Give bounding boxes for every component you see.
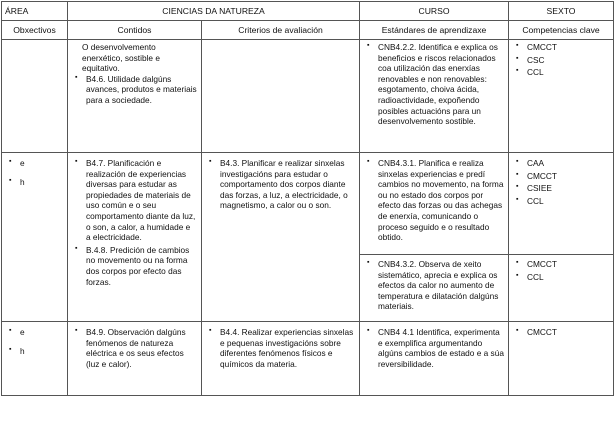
standard-item: ▪ CNB4.3.2. Observa de xeito sistemático, aprecia e explica os efectos da calor no aumento de temperatura e dilatación dalgúns materiais.: [378, 259, 504, 312]
objective-item: ▪ h: [20, 177, 63, 188]
criteria-item: ▪ B4.3. Planificar e realizar sinxelas investigacións para estudar o comportamento dos corpos diante das forzas, a luz, a electricidade, o magnetismo, a calor ou o son.: [220, 158, 355, 211]
competency-item: ▪ CMCCT: [527, 42, 609, 53]
criteria-cell: [202, 322, 360, 396]
competency-item: ▪ CMCCT: [527, 327, 609, 338]
criteria-item: ▪ B4.4. Realizar experiencias sinxelas e pequenas investigacións sobre diferentes fenómenos físicos e químicos da materia.: [220, 327, 355, 369]
objective-item: ▪ h: [20, 346, 63, 357]
competency-item: ▪ CMCCT: [527, 259, 609, 270]
standards-cell: [360, 40, 509, 153]
content-item: ▪ B4.7. Planificación e realización de experiencias diversas para estudar as propiedades de materiais de uso común e o seu comportamento diante da luz, o son, a calor, a humidade e a electricidade.: [86, 158, 197, 243]
competency-item: ▪ CCL: [527, 67, 609, 78]
competencies-cell: [509, 255, 614, 322]
column-header-contents: Contidos: [68, 21, 202, 40]
objective-item: ▪ e: [20, 158, 63, 169]
competency-item: ▪ CAA: [527, 158, 609, 169]
competency-item: ▪ CSC: [527, 55, 609, 66]
competencies-cell: [509, 153, 614, 255]
content-item: ▪ B4.6. Utilidade dalgúns avances, produtos e materiais para a sociedade.: [86, 74, 197, 106]
objectives-cell: [2, 322, 68, 396]
column-header-row: [2, 21, 614, 40]
column-header-competencies: Competencias clave: [509, 21, 614, 40]
column-header-objectives: Obxectivos: [2, 21, 68, 40]
competencies-cell: [509, 40, 614, 153]
column-header-standards: Estándares de aprendizaxe: [360, 21, 509, 40]
contents-cell: [68, 322, 202, 396]
course-label: CURSO: [360, 2, 509, 21]
course-value: SEXTO: [509, 2, 614, 21]
content-item: ▪ B4.9. Observación dalgúns fenómenos de natureza eléctrica e os seus efectos (luz e calor).: [86, 327, 197, 369]
criteria-cell: [202, 153, 360, 322]
content-item: ▪ B.4.8. Predición de cambios no movemento ou na forma dos corpos por efecto das forzas.: [86, 245, 197, 287]
standard-item: ▪ CNB4.3.1. Planifica e realiza sinxelas experiencias e predí cambios no movemento, na forma ou no estado dos corpos por efecto das forzas ou das achegas de enerxía, comunicando o proceso seguido e o resultado obtido.: [378, 158, 504, 243]
standards-cell: [360, 153, 509, 255]
standards-cell: [360, 255, 509, 322]
table-row: [2, 322, 614, 396]
objective-item: ▪ e: [20, 327, 63, 338]
header-row: [2, 2, 614, 21]
area-value: CIENCIAS DA NATUREZA: [68, 2, 360, 21]
objectives-cell: [2, 153, 68, 322]
criteria-cell: [202, 40, 360, 153]
contents-cell: [68, 40, 202, 153]
competency-item: ▪ CCL: [527, 196, 609, 207]
table-row: [2, 153, 614, 255]
column-header-criteria: Criterios de avaliación: [202, 21, 360, 40]
curriculum-table: [1, 1, 614, 396]
contents-cell: [68, 153, 202, 322]
competency-item: ▪ CCL: [527, 272, 609, 283]
standard-item: ▪ CNB4.2.2. Identifica e explica os beneficios e riscos relacionados coa utilización das enerxías renovables e non renovables: esgotamento, choiva ácida, radioactividade, expoñendo posibles actuacións para un desenvolvemento sostible.: [378, 42, 504, 127]
area-label: ÁREA: [2, 2, 68, 21]
standards-cell: [360, 322, 509, 396]
competencies-cell: [509, 322, 614, 396]
objectives-cell: [2, 40, 68, 153]
table-row: [2, 40, 614, 153]
standard-item: ▪ CNB4 4.1 Identifica, experimenta e exemplifica argumentando algúns cambios de estado e a súa reversibilidade.: [378, 327, 504, 369]
content-text: O desenvolvemento enerxético, sostible e equitativo.: [82, 42, 160, 74]
competency-item: ▪ CMCCT: [527, 171, 609, 182]
competency-item: ▪ CSIEE: [527, 183, 609, 194]
